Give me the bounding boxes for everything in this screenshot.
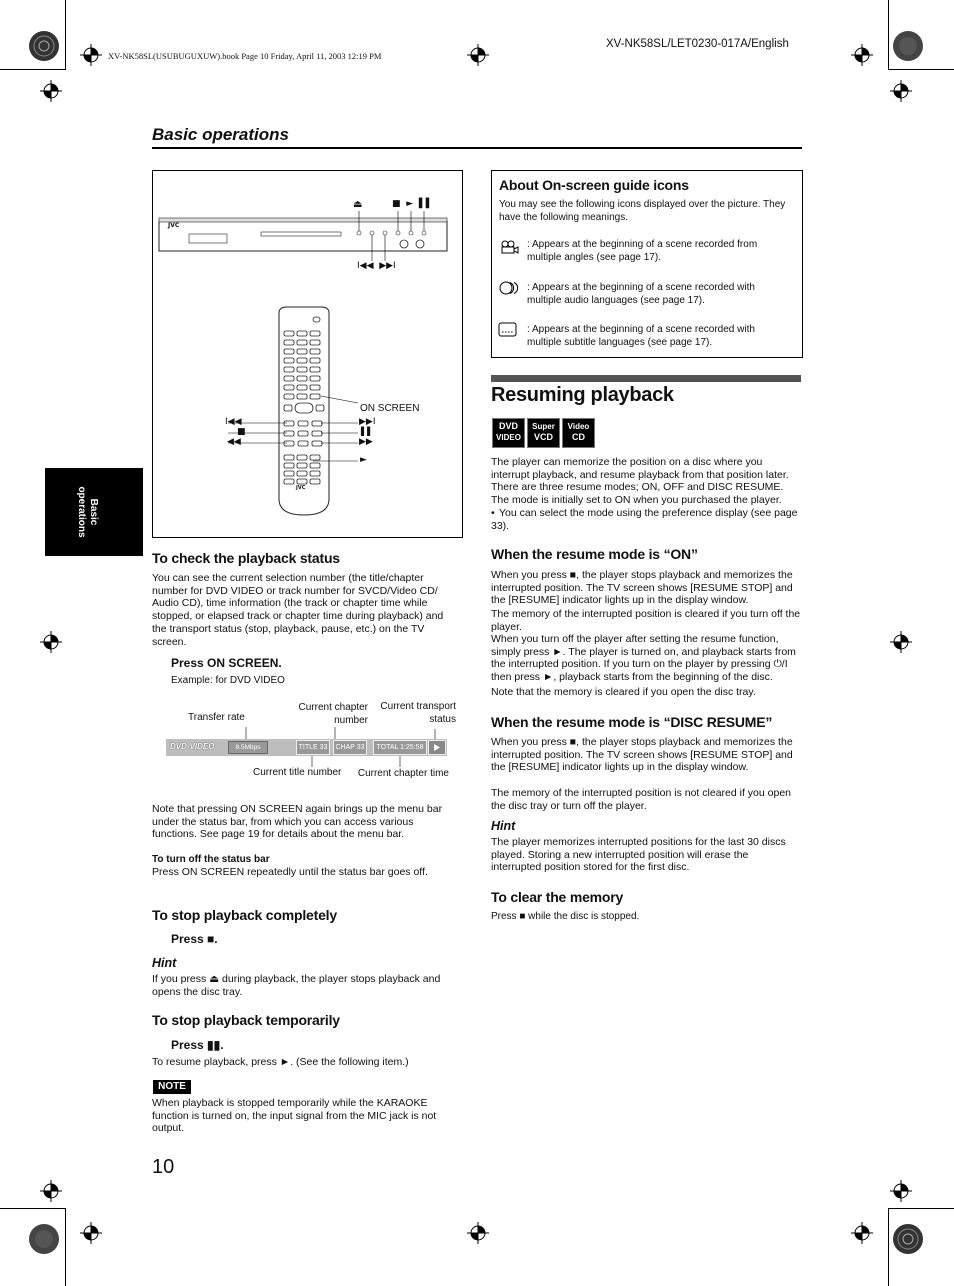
remote-key <box>284 367 294 372</box>
stop-complete-heading: To stop playback completely <box>152 907 337 923</box>
model-reference: XV-NK58SL/LET0230-017A/English <box>606 38 789 50</box>
remote-key <box>284 376 294 381</box>
crosshair-mark-icon <box>890 1180 912 1202</box>
remote-key <box>284 340 294 345</box>
resume-on-heading: When the resume mode is “ON” <box>491 546 698 562</box>
crosshair-mark-icon <box>890 80 912 102</box>
disc-type-badge: DVD-VIDEO <box>170 742 215 751</box>
remote-key <box>312 421 322 426</box>
crosshair-mark-icon <box>851 1222 873 1244</box>
resume-on-body1: When you press ■, the player stops playback and memorizes the interrupted position. The TV screen shows [RESUME STOP] and the [RESUME] indicator lights up in the display window. <box>491 569 793 607</box>
resume-disc-body1: When you press ■, the player stops playback and memorizes the interrupted position. The TV screen shows [RESUME STOP] and the [RESUME] indicator lights up in the display window. <box>491 736 793 774</box>
guide-item-audio: : Appears at the beginning of a scene recorded with multiple audio languages (see page 17). <box>527 282 755 306</box>
label-current-title-number: Current title number <box>253 767 342 778</box>
clear-memory-heading: To clear the memory <box>491 889 624 905</box>
side-tab-line2: operations <box>76 486 87 538</box>
crosshair-mark-icon <box>40 80 62 102</box>
remote-key <box>313 317 320 322</box>
remote-key <box>310 340 320 345</box>
crosshair-mark-icon <box>40 1180 62 1202</box>
status-bar <box>166 739 447 756</box>
side-tab-line1: Basic <box>88 498 99 526</box>
remote-stop-icon: ■ <box>237 427 246 437</box>
resume-bullet: • You can select the mode using the preference display (see page 33). <box>491 507 798 532</box>
resume-on-body2: The memory of the interrupted position is cleared if you turn off the player. <box>491 608 801 633</box>
remote-key <box>297 479 307 484</box>
transfer-rate-box: 8.5Mbps <box>228 741 268 754</box>
remote-play-icon: ► <box>360 455 367 465</box>
remote-key <box>310 367 320 372</box>
remote-key <box>310 394 320 399</box>
crosshair-mark-icon <box>467 44 489 66</box>
section-rule <box>152 147 802 149</box>
player-brand-logo: JVC <box>168 222 180 229</box>
crosshair-mark-icon <box>40 631 62 653</box>
registration-target-icon <box>27 1222 61 1256</box>
remote-forward-icon: ▶▶ <box>359 437 373 447</box>
remote-key <box>284 421 294 426</box>
remote-key <box>310 376 320 381</box>
crosshair-mark-icon <box>851 44 873 66</box>
resume-intro: The player can memorize the position on a disc where you interrupt playback, and resume playback from that position later. There are three resume modes; ON, OFF and DISC RESUME. The mode is initially set to ON when you purchased the player. <box>491 456 789 507</box>
eject-icon: ⏏ <box>353 199 363 210</box>
guide-icons-heading: About On-screen guide icons <box>499 177 689 193</box>
remote-key <box>310 463 320 468</box>
remote-brand-logo: JVC <box>296 485 306 491</box>
resume-bar <box>491 375 801 382</box>
remote-next-icon: ▶▶I <box>359 417 376 427</box>
remote-key <box>297 331 307 336</box>
remote-key <box>297 340 307 345</box>
side-tab <box>45 468 143 556</box>
player-remote-illustration <box>153 171 462 537</box>
resume-on-body4: Note that the memory is cleared if you open the disc tray. <box>491 686 756 698</box>
resume-on-body3: When you turn off the player after setting the resume function, simply press ►. The player is turned on, and playback starts from the interrupted position. If you turn on the player by pressing ⏻/I then press ►, playback starts from the beginning of the disc. <box>491 633 796 684</box>
example-label: Example: for DVD VIDEO <box>171 675 285 686</box>
stop-play-pause-icons: ■ ► ▌▌ <box>392 199 433 209</box>
label-current-chapter-number: Current chapter number <box>298 702 368 726</box>
svcd-badge: Super VCD <box>527 418 560 448</box>
resume-disc-heading: When the resume mode is “DISC RESUME” <box>491 714 773 730</box>
remote-key <box>284 455 294 460</box>
remote-key <box>297 463 307 468</box>
remote-key <box>297 385 307 390</box>
remote-key <box>310 358 320 363</box>
stop-temp-body: To resume playback, press ►. (See the following item.) <box>152 1056 409 1068</box>
remote-key <box>284 385 294 390</box>
section-title: Basic operations <box>152 125 289 144</box>
crosshair-mark-icon <box>890 631 912 653</box>
stop-temp-heading: To stop playback temporarily <box>152 1012 340 1028</box>
status-note: Note that pressing ON SCREEN again brings up the menu bar under the status bar, from which you can access various functions. See page 19 for details about the menu bar. <box>152 803 443 841</box>
press-stop: Press ■. <box>171 932 218 946</box>
remote-key <box>284 405 292 411</box>
chapter-number-box: CHAP 33 <box>333 740 367 755</box>
title-number-box: TITLE 33 <box>296 740 330 755</box>
remote-key <box>298 421 308 426</box>
registration-target-icon <box>891 1222 925 1256</box>
status-bar-diagram <box>152 697 462 797</box>
skip-icons: I◀◀ ▶▶I <box>357 261 396 271</box>
remote-key <box>298 441 308 446</box>
on-screen-label: ON SCREEN <box>360 403 420 414</box>
note-badge: NOTE <box>153 1080 191 1094</box>
remote-key <box>284 479 294 484</box>
page-number: 10 <box>152 1156 175 1178</box>
crosshair-mark-icon <box>467 1222 489 1244</box>
remote-key <box>295 403 313 413</box>
hint-label: Hint <box>152 956 177 970</box>
remote-key <box>297 367 307 372</box>
play-status-icon <box>429 741 445 754</box>
file-info: XV-NK58SL(USUBUGUXUW).book Page 10 Friday, April 11, 2003 12:19 PM <box>108 51 382 61</box>
remote-key <box>284 331 294 336</box>
remote-key <box>310 455 320 460</box>
label-transfer-rate: Transfer rate <box>188 712 245 723</box>
remote-key <box>284 463 294 468</box>
remote-key <box>297 358 307 363</box>
remote-key <box>310 349 320 354</box>
resume-hint-body: The player memorizes interrupted positions for the last 30 discs played. Storing a new interrupted position will erase the interrupted position stored for the first disc. <box>491 836 786 874</box>
turn-off-heading: To turn off the status bar <box>152 854 270 865</box>
guide-item-subtitle: : Appears at the beginning of a scene recorded with multiple subtitle languages (see page 17). <box>527 324 755 348</box>
dvd-video-badge: DVD VIDEO <box>492 418 525 448</box>
remote-key <box>312 431 322 436</box>
karaoke-note: When playback is stopped temporarily while the KARAOKE function is turned on, the input signal from the MIC jack is not output. <box>152 1097 437 1135</box>
audio-icon <box>498 281 522 295</box>
crosshair-mark-icon <box>80 44 102 66</box>
remote-key <box>284 471 294 476</box>
resume-title: Resuming playback <box>491 384 674 406</box>
label-current-chapter-time: Current chapter time <box>357 768 449 779</box>
press-pause: Press ▮▮. <box>171 1038 224 1052</box>
registration-target-icon <box>27 29 61 63</box>
label-current-transport-status: Current transport status <box>380 701 456 725</box>
remote-key <box>310 331 320 336</box>
remote-key <box>297 376 307 381</box>
remote-rewind-icon: ◀◀ <box>227 437 241 447</box>
remote-key <box>284 358 294 363</box>
remote-key <box>316 405 324 411</box>
remote-key <box>297 394 307 399</box>
angle-icon <box>499 239 521 255</box>
remote-prev-icon: I◀◀ <box>225 417 242 427</box>
total-time-box: TOTAL 1:25:58 <box>373 740 427 755</box>
remote-key <box>284 431 294 436</box>
resume-disc-body2: The memory of the interrupted position is not cleared if you open the disc tray or turn off the player. <box>491 787 791 812</box>
remote-key <box>310 385 320 390</box>
clear-memory-body: Press ■ while the disc is stopped. <box>491 911 640 922</box>
guide-item-angle: : Appears at the beginning of a scene recorded from multiple angles (see page 17). <box>527 239 758 263</box>
registration-target-icon <box>891 29 925 63</box>
remote-key <box>284 441 294 446</box>
remote-key <box>297 455 307 460</box>
video-cd-badge: Video CD <box>562 418 595 448</box>
remote-key <box>284 394 294 399</box>
press-on-screen: Press ON SCREEN. <box>171 656 282 670</box>
check-status-body: You can see the current selection number (the title/chapter number for DVD VIDEO or track number for SVCD/Video CD/ Audio CD), time information (the track or chapter time while stopped, or elapsed track or chapter time during playback) and the transport status (stop, playback, pause, etc.) on the TV screen. <box>152 572 444 648</box>
remote-key <box>310 471 320 476</box>
remote-key <box>298 431 308 436</box>
remote-key <box>310 479 320 484</box>
crosshair-mark-icon <box>80 1222 102 1244</box>
remote-key <box>297 349 307 354</box>
stop-complete-hint: If you press ⏏ during playback, the player stops playback and opens the disc tray. <box>152 973 441 998</box>
guide-icons-box <box>491 170 803 358</box>
remote-key <box>312 441 322 446</box>
subtitle-icon <box>498 322 518 338</box>
turn-off-body: Press ON SCREEN repeatedly until the status bar goes off. <box>152 866 428 878</box>
remote-key <box>297 471 307 476</box>
remote-pause-icon: ▌▌ <box>361 427 374 436</box>
transport-status-box <box>428 740 446 755</box>
guide-icons-intro: You may see the following icons displayed over the picture. They have the following meanings. <box>499 199 786 223</box>
check-status-heading: To check the playback status <box>152 550 340 566</box>
remote-key <box>284 349 294 354</box>
resume-hint-label: Hint <box>491 819 516 833</box>
device-figure <box>152 170 463 538</box>
